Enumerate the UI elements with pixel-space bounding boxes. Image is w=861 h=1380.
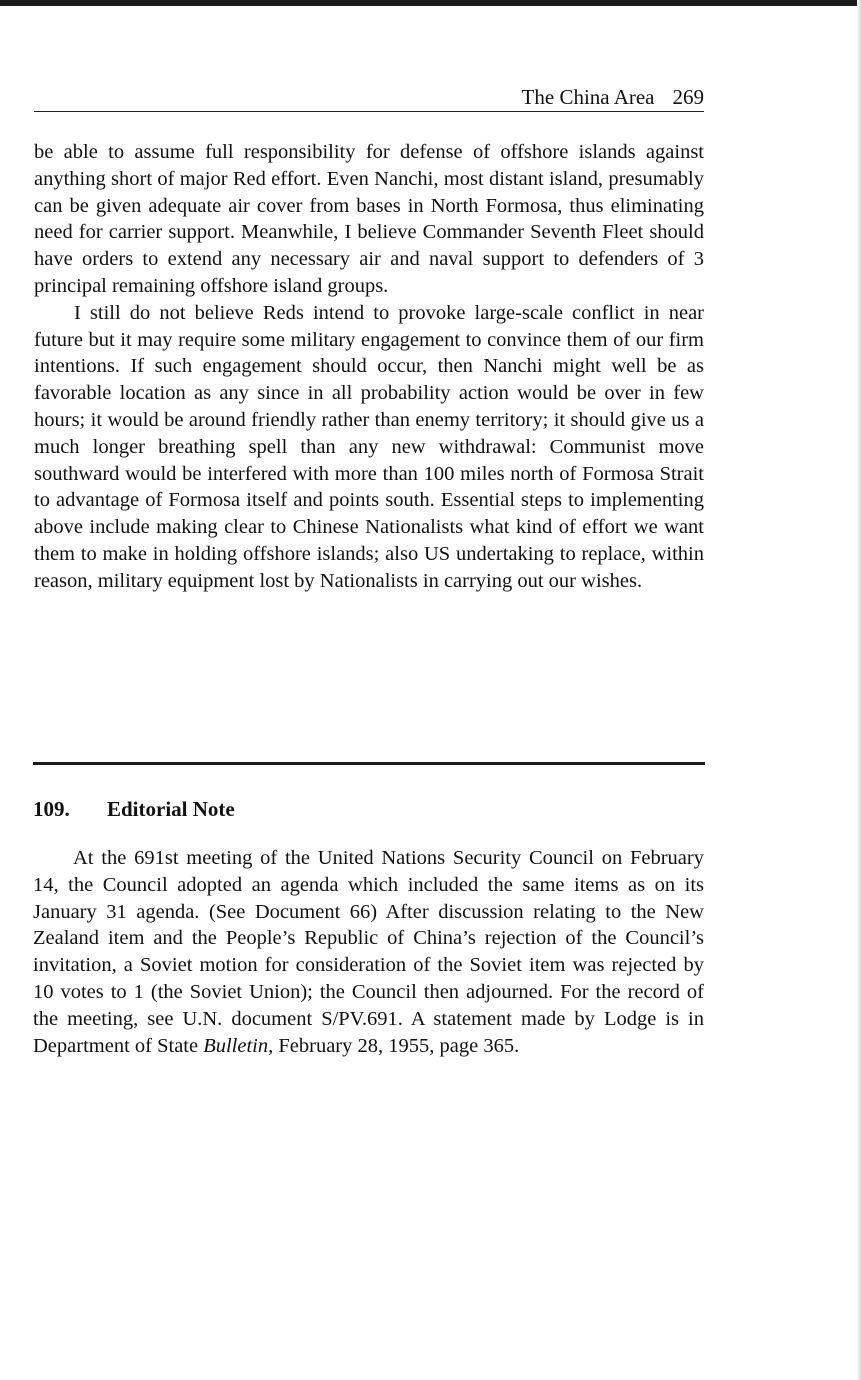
section-divider [33, 762, 705, 765]
section-heading [33, 795, 235, 823]
continued-telegram-text [34, 139, 704, 595]
publication-title: Bulletin, [203, 1034, 274, 1057]
running-title: The China Area [521, 85, 655, 109]
page-edge-shadow [857, 0, 861, 1380]
section-title: Editorial Note [107, 797, 235, 821]
paragraph-text: At the 691st meeting of the United Nations Security Council on February 14, the Council adopted an agenda which included the same items as on its January 31 agenda. (See Document 66) After discussion relating to the New Zealand item and the People’s Republic of China’s rejection of the Council’s invitation, a Soviet motion for consideration of the Soviet item was rejected by 10 votes to 1 (the Soviet Union); the Council then adjourned. For the record of the meeting, see U.N. document S/PV.691. A statement made by Lodge is in Department of State [33, 847, 704, 1057]
editorial-note-body [33, 845, 704, 1059]
paragraph: be able to assume full responsibility for defense of offshore islands against anything short of major Red effort. Even Nanchi, most distant island, presumably can be given adequate air cover from bases in North Formosa, thus eliminating need for carrier support. Meanwhile, I believe Commander Seventh Fleet should have orders to extend any necessary air and naval support to defenders of 3 principal remaining offshore island groups. [34, 141, 704, 297]
paragraph-text: February 28, 1955, page 365. [273, 1034, 520, 1057]
running-header [34, 84, 704, 112]
paragraph [33, 845, 704, 1059]
document-number: 109. [33, 797, 70, 821]
page-number: 269 [672, 85, 704, 109]
paragraph: I still do not believe Reds intend to provoke large-scale conflict in near future but it may require some military engagement to convince them of our firm intentions. If such engagement should occur, then Nanchi might well be as favorable location as any since in all probability action would be over in few hours; it would be around friendly rather than enemy territory; it should give us a much longer breathing spell than any new withdrawal: Communist move southward would be interfered with more than 100 miles north of Formosa Strait to advantage of Formosa itself and points south. Essential steps to implementing above include making clear to Chinese Nationalists what kind of effort we want them to make in holding offshore islands; also US undertaking to replace, within reason, military equipment lost by Nationalists in carrying out our wishes. [34, 301, 704, 592]
page-top-border [0, 0, 861, 6]
